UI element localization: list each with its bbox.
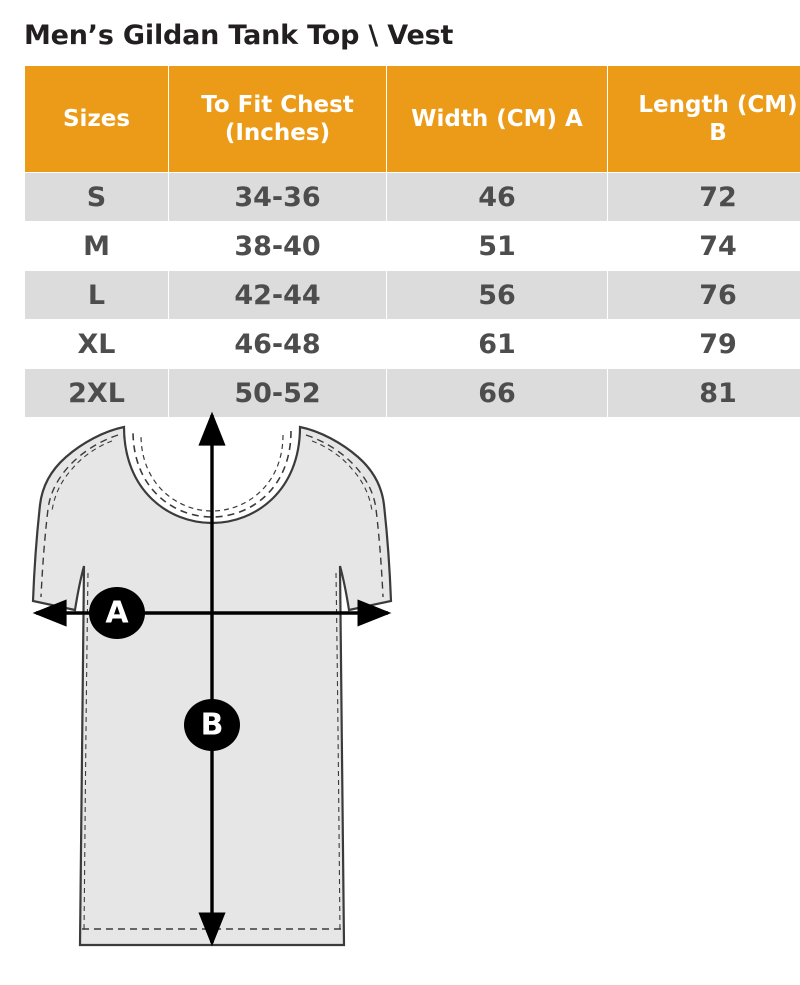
cell-chest: 38-40 — [169, 222, 387, 271]
cell-length: 74 — [608, 222, 800, 271]
cell-width: 51 — [387, 222, 608, 271]
column-header-chest-line2: (Inches) — [224, 120, 331, 146]
column-header-width — [387, 66, 608, 173]
table-row — [25, 173, 800, 222]
cell-chest: 50-52 — [169, 369, 387, 418]
column-header-chest-line1: To Fit Chest — [201, 91, 354, 118]
table-row — [25, 222, 800, 271]
marker-b — [184, 699, 240, 751]
column-header-length-line1: Length (CM) — [638, 91, 798, 118]
column-header-sizes — [25, 66, 169, 173]
cell-length: 81 — [608, 369, 800, 418]
table-row — [25, 320, 800, 369]
column-header-sizes-line1: Sizes — [62, 105, 131, 132]
table-body — [25, 173, 800, 418]
garment-diagram — [0, 405, 800, 985]
cell-length: 76 — [608, 271, 800, 320]
cell-length: 72 — [608, 173, 800, 222]
cell-size: XL — [25, 320, 169, 369]
cell-width: 61 — [387, 320, 608, 369]
cell-width: 56 — [387, 271, 608, 320]
marker-a — [89, 587, 145, 639]
column-header-width-line1: Width (CM) A — [411, 105, 583, 132]
marker-b-label: B — [200, 707, 224, 743]
table-header-row — [25, 66, 800, 173]
cell-chest: 42-44 — [169, 271, 387, 320]
column-header-length — [608, 66, 800, 173]
cell-length: 79 — [608, 320, 800, 369]
table-header — [25, 66, 800, 173]
cell-size: 2XL — [25, 369, 169, 418]
cell-size: S — [25, 173, 169, 222]
cell-size: L — [25, 271, 169, 320]
cell-chest: 34-36 — [169, 173, 387, 222]
column-header-length-line2: B — [709, 120, 727, 146]
table-row — [25, 271, 800, 320]
cell-size: M — [25, 222, 169, 271]
size-chart-table — [24, 65, 800, 418]
page-title: Men’s Gildan Tank Top \ Vest — [24, 20, 454, 51]
cell-width: 66 — [387, 369, 608, 418]
marker-a-label: A — [105, 595, 129, 631]
column-header-chest — [169, 66, 387, 173]
cell-chest: 46-48 — [169, 320, 387, 369]
cell-width: 46 — [387, 173, 608, 222]
